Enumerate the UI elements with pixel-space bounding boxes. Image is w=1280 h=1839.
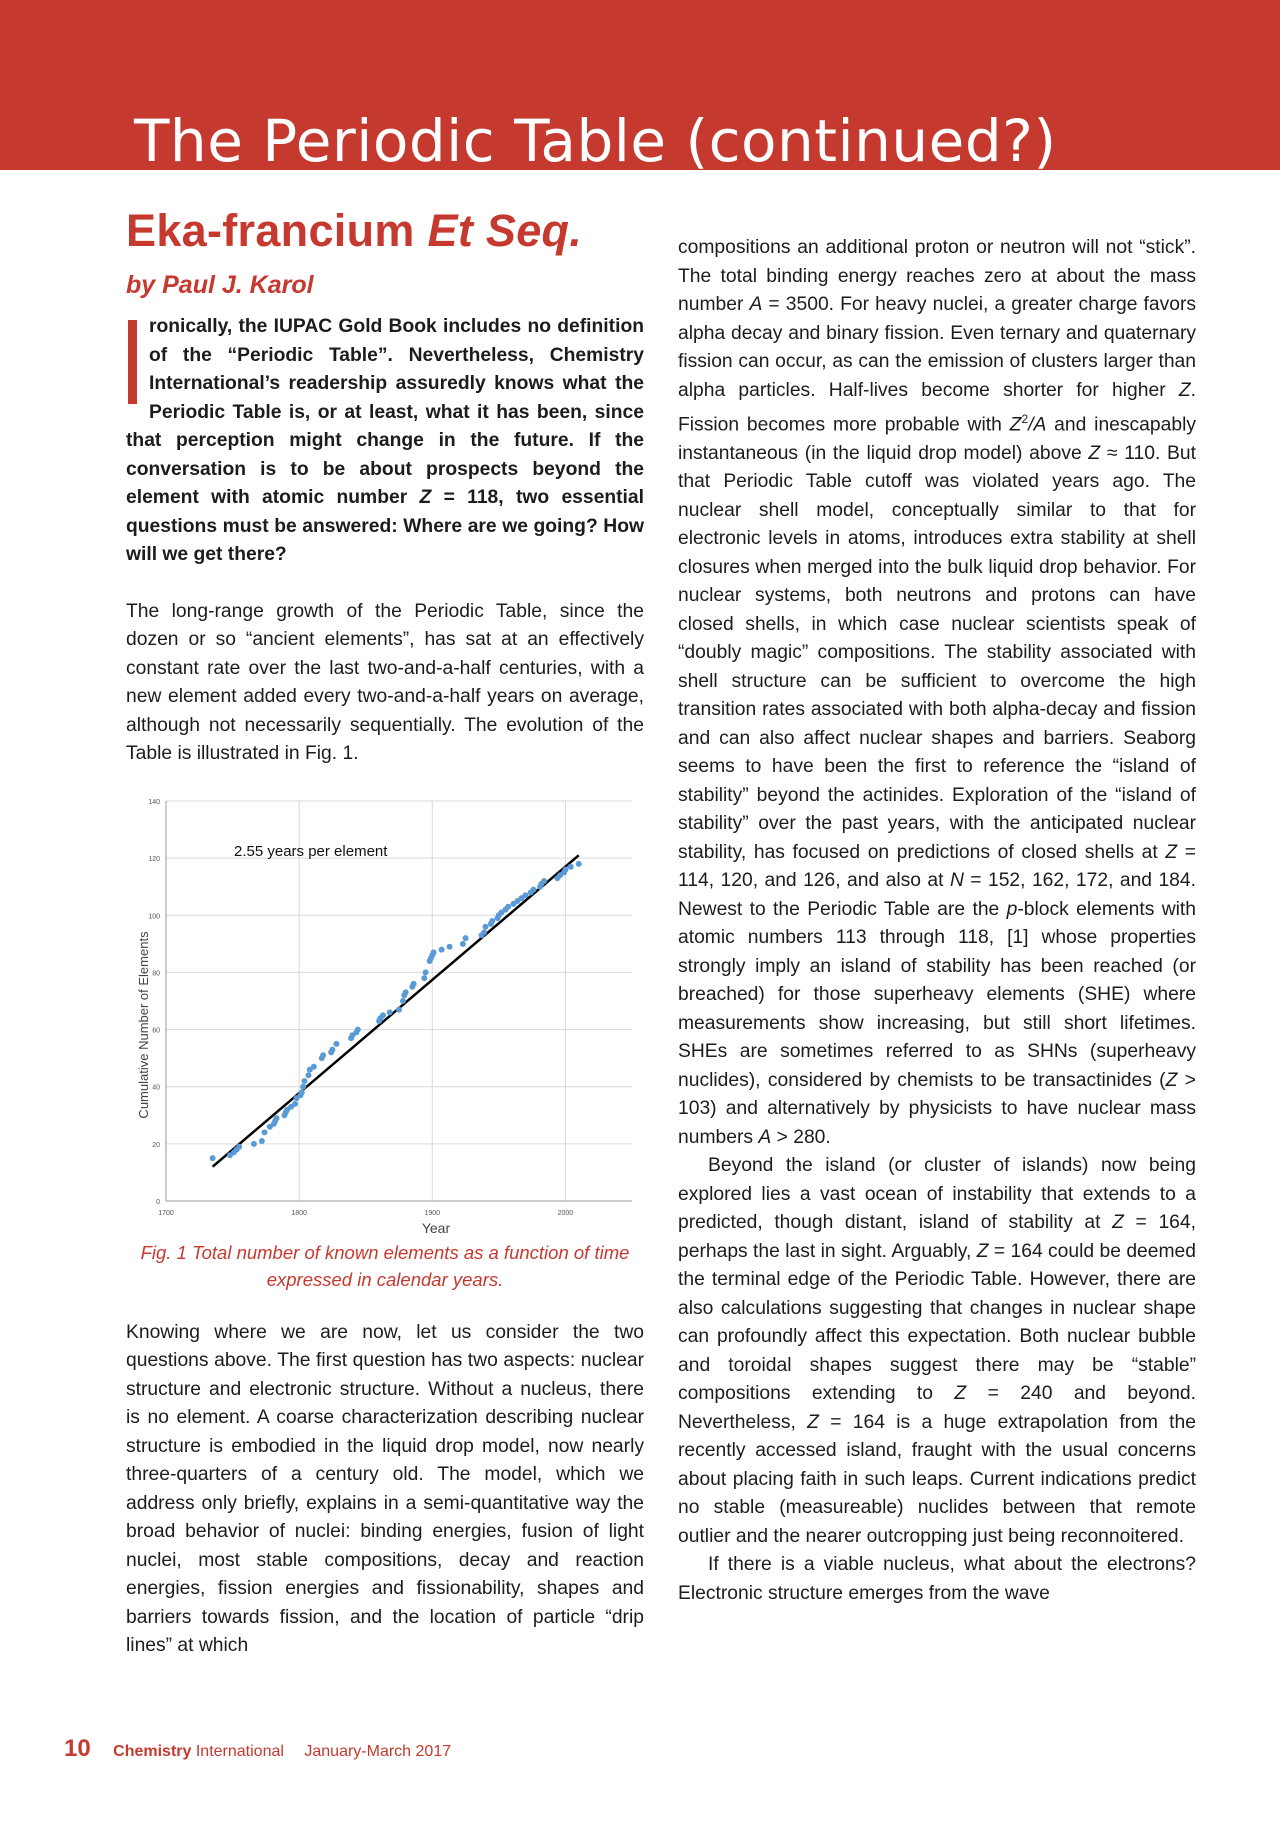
chart-data-point bbox=[460, 941, 466, 947]
text-run: > 103) and alternatively by physicists to have nuclear mass numbers bbox=[678, 1069, 1196, 1148]
chart-data-point bbox=[576, 861, 582, 867]
chart-data-point bbox=[299, 1089, 305, 1095]
section-title: The Periodic Table (continued?) bbox=[134, 107, 1057, 170]
chart-x-axis-label: Year bbox=[421, 1219, 451, 1236]
text-run: -block elements with atomic numbers 113 through 118, [1] whose properties strongly imply an island of stability has been reached (or breached) for those superheavy elements (SHE) where measurements show increasing, but still short lifetimes. SHEs are sometimes referred to as SHNs (superheavy nuclides), considered by chemists to be transactinides ( bbox=[678, 898, 1196, 1091]
lead-paragraph bbox=[126, 313, 644, 570]
text-run: = 3500. For heavy nuclei, a greater charge favors alpha decay and binary fission. Even ternary and quaternary fission can occur, as can the emission of clusters larger than alpha particles. Half-lives become shorter for higher bbox=[678, 294, 1197, 401]
italic-symbol: Z bbox=[1112, 1212, 1124, 1234]
paragraph-nuclear bbox=[678, 234, 1196, 1152]
chart-data-point bbox=[403, 989, 409, 995]
chart-data-point bbox=[431, 949, 437, 955]
lead-z: Z bbox=[419, 487, 432, 509]
italic-symbol: p bbox=[1006, 898, 1018, 920]
italic-symbol: Z bbox=[976, 1240, 989, 1262]
chart-data-point bbox=[251, 1141, 257, 1147]
italic-symbol: Z bbox=[1009, 414, 1022, 436]
page-number: 10 bbox=[64, 1735, 91, 1762]
italic-symbol: Z bbox=[1165, 841, 1178, 863]
paragraph-growth: The long-range growth of the Periodic Table, since the dozen or so “ancient elements”, has sat at an effectively constant rate over the last two-and-a-half centuries, with a new element added every two-and-a-half years on average, although not necessarily sequentially. The evolution of the Table is illustrated in Fig. 1. bbox=[126, 600, 644, 765]
chart-data-point bbox=[400, 998, 406, 1004]
chart-y-tick-label: 60 bbox=[152, 1027, 160, 1035]
text-run: = 240 and beyond. Nevertheless, bbox=[678, 1383, 1196, 1433]
italic-symbol: A bbox=[749, 294, 763, 315]
chart-data-point bbox=[305, 1072, 311, 1078]
element-growth-chart bbox=[126, 789, 644, 1239]
chart-data-point bbox=[423, 969, 429, 975]
chart-data-point bbox=[311, 1063, 317, 1069]
chart-y-tick-label: 20 bbox=[152, 1141, 160, 1149]
right-column bbox=[678, 234, 1196, 1608]
lead-text-2: = 118, two essential questions must be answered: Where are we going? How will we get there? bbox=[126, 487, 644, 566]
chart-data-point bbox=[329, 1046, 335, 1052]
text-run: = 164 is a huge extrapolation from the recently accessed island, fraught with the usual concerns about placing faith in such leaps. Current indications predict no stable (measureable) nuclides between that remote outlier and the nearer outcropping just being reconnoitered. bbox=[678, 1411, 1196, 1547]
chart-x-tick-label: 1900 bbox=[424, 1209, 441, 1217]
chart-data-point bbox=[421, 975, 427, 981]
chart-data-point bbox=[411, 981, 417, 987]
drop-cap bbox=[128, 320, 137, 404]
lead-text-1: ronically, the IUPAC Gold Book includes no definition of the “Periodic Table”. Nevertheless, Chemistry International’s readership assuredly knows what the Periodic Table is, or at least, what it has been, since that perception might change in the future. If the conversation is to be about prospects beyond the element with atomic number bbox=[126, 316, 644, 509]
italic-symbol: A bbox=[758, 1126, 772, 1148]
text-run: > 280. bbox=[771, 1126, 831, 1148]
chart-data-point bbox=[505, 903, 511, 909]
chart-x-tick-label: 2000 bbox=[557, 1209, 574, 1217]
paragraph-island bbox=[678, 1152, 1196, 1551]
italic-symbol: Z bbox=[1165, 1069, 1178, 1091]
chart-y-tick-label: 40 bbox=[152, 1084, 160, 1092]
superscript: 2 bbox=[1021, 412, 1029, 426]
chart-data-point bbox=[463, 935, 469, 941]
chart-y-tick-label: 100 bbox=[148, 913, 160, 921]
italic-symbol: Z bbox=[1088, 442, 1101, 464]
chart-x-tick-label: 1700 bbox=[158, 1209, 174, 1217]
chart-y-tick-label: 120 bbox=[148, 855, 160, 863]
chart-data-point bbox=[259, 1138, 265, 1144]
figure-chart bbox=[126, 789, 644, 1239]
chart-data-point bbox=[522, 892, 528, 898]
magazine-name: Chemistry bbox=[113, 1743, 192, 1760]
figure-caption: Fig. 1 Total number of known elements as a function of time expressed in calendar years. bbox=[140, 1241, 630, 1290]
text-run: ≈ 110. But that Periodic Table cutoff was violated years ago. The nuclear shell model, conceptually similar to that for electronic levels in atoms, introduces extra stability at shell closures when merged into the bulk liquid drop behavior. For nuclear systems, both neutrons and protons can have closed shells, in which case nuclear scientists speak of “doubly magic” compositions. The stability associated with shell structure can be sufficient to overcome the high transition rates associated with both alpha-decay and fission and can also affect nuclear shapes and barriers. Seaborg seems to have been the first to reference the “island of stability” beyond the actinides. Exploration of the “island of stability” over the past years, with the anticipated nuclear stability, has focused on predictions of closed shells at bbox=[678, 442, 1196, 863]
issue-date: January-March 2017 bbox=[304, 1743, 452, 1760]
chart-data-point bbox=[387, 1009, 393, 1015]
chart-data-point bbox=[439, 946, 445, 952]
chart-data-point bbox=[489, 918, 495, 924]
headline-italic: Et Seq. bbox=[427, 205, 583, 256]
italic-symbol: Z bbox=[807, 1411, 819, 1433]
text-run: . Fission becomes more probable with bbox=[678, 379, 1196, 436]
text-run: compositions an additional proton or neutron will not “stick”. The total binding energy reaches zero at about the mass number bbox=[678, 237, 1196, 315]
page-footer bbox=[64, 1735, 451, 1763]
headline-main: Eka-francium bbox=[126, 205, 428, 256]
chart-data-point bbox=[300, 1083, 306, 1089]
header-banner bbox=[0, 0, 1280, 170]
chart-data-point bbox=[333, 1041, 339, 1047]
magazine-name-suffix: International bbox=[191, 1743, 284, 1760]
chart-y-tick-label: 0 bbox=[156, 1198, 160, 1206]
chart-y-axis-label: Cumulative Number of Elements bbox=[136, 931, 151, 1119]
chart-data-point bbox=[301, 1078, 307, 1084]
chart-data-point bbox=[262, 1129, 268, 1135]
chart-data-point bbox=[568, 863, 574, 869]
chart-data-point bbox=[320, 1052, 326, 1058]
text-run: Beyond the island (or cluster of islands) now being explored lies a vast ocean of instability that extends to a predicted, though distant, island of stability at bbox=[678, 1155, 1196, 1234]
chart-data-point bbox=[481, 929, 487, 935]
italic-symbol: Z bbox=[1178, 379, 1191, 401]
article-headline bbox=[126, 205, 644, 257]
text-run: = 114, 120, and 126, and also at bbox=[678, 841, 1196, 892]
italic-symbol: N bbox=[949, 870, 964, 892]
article-byline: by Paul J. Karol bbox=[126, 270, 314, 299]
chart-data-point bbox=[483, 923, 489, 929]
chart-data-point bbox=[210, 1155, 216, 1161]
chart-x-tick-label: 1800 bbox=[291, 1209, 307, 1217]
chart-fit-line bbox=[213, 855, 579, 1166]
paragraph-questions: Knowing where we are now, let us consider the two questions above. The first question has two aspects: nuclear structure and electronic structure. Without a nucleus, there is no element. A coarse characterization describing nuclear structure is embodied in the liquid drop model, now nearly three-quarters of a century old. The model, which we address only briefly, explains in a semi-quantitative way the broad behavior of nuclei: binding energies, fusion of light nuclei, most stable compositions, decay and reaction energies, fission energies and fissionability, shapes and barriers towards fission, and the location of particle “drip lines” at which bbox=[126, 1321, 644, 1657]
chart-data-point bbox=[396, 1006, 402, 1012]
italic-symbol: Z bbox=[954, 1383, 967, 1405]
chart-data-point bbox=[530, 886, 536, 892]
italic-symbol: /A bbox=[1028, 414, 1047, 436]
chart-data-point bbox=[355, 1026, 361, 1032]
chart-y-tick-label: 80 bbox=[152, 970, 160, 978]
chart-data-point bbox=[274, 1115, 280, 1121]
left-column bbox=[126, 205, 644, 1661]
paragraph-electrons: If there is a viable nucleus, what about the electrons? Electronic structure emerges from the wave bbox=[678, 1554, 1196, 1604]
text-run: = 152, 162, 172, and 184. Newest to the Periodic Table are the bbox=[678, 870, 1196, 920]
chart-data-point bbox=[541, 878, 547, 884]
chart-data-point bbox=[562, 866, 568, 872]
chart-data-point bbox=[380, 1012, 386, 1018]
chart-data-point bbox=[236, 1143, 242, 1149]
chart-data-point bbox=[447, 943, 453, 949]
chart-y-tick-label: 140 bbox=[148, 798, 160, 806]
text-run: = 164, perhaps the last in sight. Arguably, bbox=[678, 1212, 1196, 1262]
chart-data-point bbox=[292, 1101, 298, 1107]
chart-annotation: 2.55 years per element bbox=[234, 842, 388, 860]
text-run: and inescapably instantaneous (in the liquid drop model) above bbox=[678, 414, 1196, 464]
text-run: = 164 could be deemed the terminal edge of the Periodic Table. However, there are also calculations suggesting that changes in nuclear shape can profoundly affect this expectation. Both nuclear bubble and toroidal shapes suggest there may be “stable” compositions extending to bbox=[678, 1240, 1196, 1405]
